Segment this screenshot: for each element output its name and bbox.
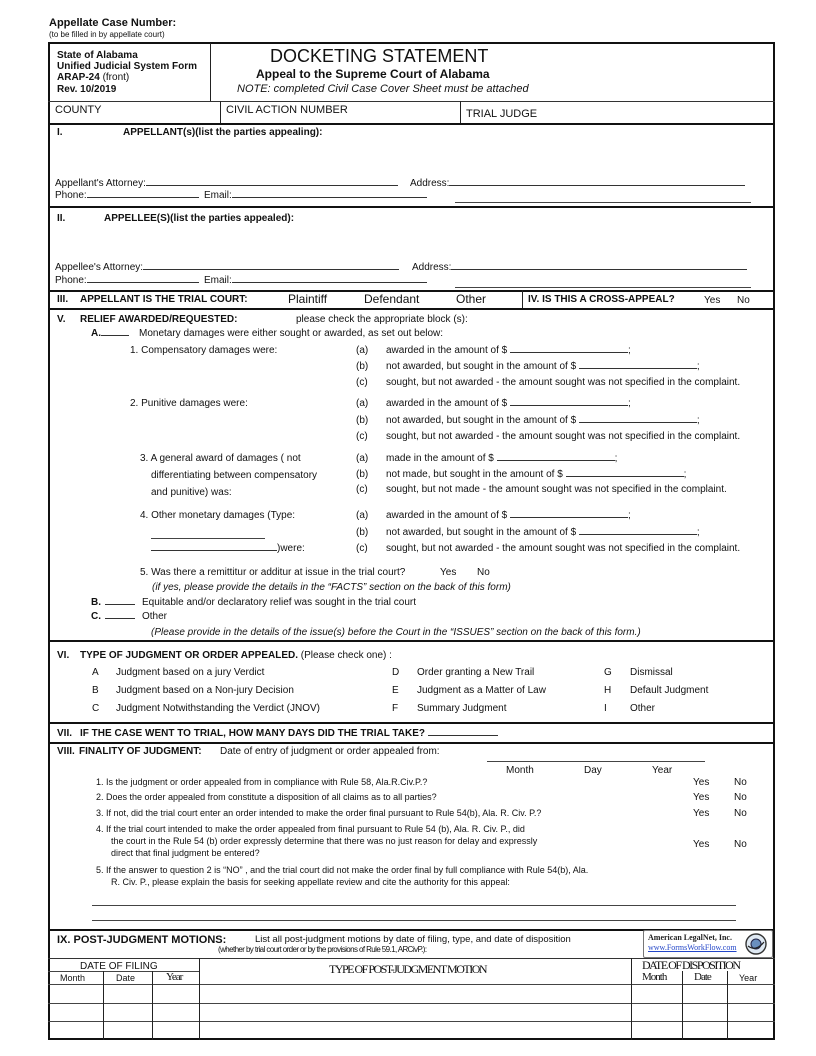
relief-instruction: please check the appropriate block (s): [296,314,468,325]
q2-no[interactable]: No [734,792,747,803]
post-judgment-sub: (whether by trial court order or by the provisions of Rule 59.1, ARCivP.): [218,945,427,954]
section-num: VI. [57,650,70,661]
finality-instruction: Date of entry of judgment or order appealed from: [220,746,440,757]
date-line [487,761,705,762]
q4-no[interactable]: No [734,839,747,850]
remittitur-no[interactable]: No [477,567,490,578]
table-col [103,971,104,1040]
other-not-specified: sought, but not awarded - the amount sought was not specified in the complaint. [386,543,741,554]
finality-q2: 2. Does the order appealed from constitute a disposition of all claims as to all parties? [96,792,437,802]
finality-q4-line2: the court in the Rule 54 (b) order expressly determine that there was no just reason for delay and expressly [111,836,538,846]
appellee-title: APPELLEE(S)(list the parties appealed): [104,213,295,224]
state-label: State of Alabama [57,50,138,61]
case-number-label: Appellate Case Number: [49,17,177,29]
explanation-line[interactable] [92,920,736,921]
general-label-1: 3. A general award of damages ( not [140,453,301,464]
remittitur-note: (if yes, please provide the details in the “FACTS” section on the back of this form) [152,582,511,593]
judgment-option-letter[interactable]: E [392,685,399,696]
table-line [48,1003,775,1004]
relief-c-label: C. [91,611,135,622]
defendant-option[interactable]: Defendant [364,292,420,306]
relief-c-text: Other [142,611,168,622]
page-title: DOCKETING STATEMENT [270,46,489,66]
page-subtitle: Appeal to the Supreme Court of Alabama [256,67,490,81]
case-number-note: (to be filled in by appellate court) [49,30,165,39]
comp-not-specified: sought, but not awarded - the amount sought was not specified in the complaint. [386,377,741,388]
judgment-option-letter[interactable]: F [392,703,399,714]
opt-b[interactable]: (b) [356,361,369,372]
attachment-note: NOTE: completed Civil Case Cover Sheet must be attached [237,83,529,95]
finality-q4-line3: direct that final judgment be entered? [111,848,260,858]
relief-b-text: Equitable and/or declaratory relief was sought in the trial court [142,597,417,608]
q4-yes[interactable]: Yes [693,839,710,850]
q3-yes[interactable]: Yes [693,808,710,819]
logo-url: www.FormsWorkFlow.com [648,943,737,952]
date-filing-header: DATE OF FILING [80,961,158,972]
remittitur-question: 5. Was there a remittitur or additur at issue in the trial court? [140,567,406,578]
judgment-option-text: Judgment based on a Non-jury Decision [116,685,294,696]
finality-q5-line1: 5. If the answer to question 2 is “NO” , and the trial court did not make the order final by full compliance with Rule 54(b), Ala. [96,865,589,875]
disposition-header: DATE OF DISPOSITION [642,958,740,972]
opt-a[interactable]: (a) [356,510,369,521]
q2-yes[interactable]: Yes [693,792,710,803]
post-judgment-instruction: List all post-judgment motions by date of filing, type, and date of disposition [255,934,571,945]
county-label: COUNTY [55,104,102,116]
opt-a[interactable]: (a) [356,398,369,409]
q1-no[interactable]: No [734,777,747,788]
other-damages-label: 4. Other monetary damages (Type: [140,510,296,521]
judgment-option-text: Order granting a New Trail [417,667,535,678]
filing-year: Year [166,971,183,983]
system-label: Unified Judicial System Form [57,61,198,72]
judgment-option-text: Judgment based on a jury Verdict [116,667,265,678]
section-num: I. [57,127,63,138]
table-line [48,1021,775,1022]
divider [48,640,775,642]
form-number: ARAP-24 (front) [57,72,130,83]
filing-date: Date [116,973,136,983]
finality-q4-line1: 4. If the trial court intended to make the order appealed from final pursuant to Rule 54 (b), Ala. R. Civ. P., did [96,824,525,834]
logo-name: American LegalNet, Inc. [648,933,732,942]
opt-c[interactable]: (c) [356,543,368,554]
other-option[interactable]: Other [456,292,487,306]
punitive-label: 2. Punitive damages were: [130,398,248,409]
cross-appeal-title: IV. IS THIS A CROSS-APPEAL? [528,294,675,305]
other-type-line [151,538,265,539]
section-num: II. [57,213,66,224]
compensatory-label: 1. Compensatory damages were: [130,345,278,356]
general-made: made in the amount of $ ; [386,453,618,464]
appellant-attorney: Appellant's Attorney: [55,178,398,189]
date-year: Year [652,765,673,776]
judgment-option-letter[interactable]: C [92,703,100,714]
divider [48,308,775,310]
other-not-awarded: not awarded, but sought in the amount of $ ; [386,527,700,538]
general-label-3: and punitive) was: [151,487,232,498]
general-not-specified: sought, but not made - the amount sought was not specified in the complaint. [386,484,727,495]
judgment-option-text: Judgment Notwithstanding the Verdict (JNOV) [116,703,320,714]
appellant-address: Address: [410,178,745,189]
explanation-line[interactable] [92,905,736,906]
divider [48,206,775,208]
table-line [48,984,775,985]
date-day: Day [584,765,602,776]
q3-no[interactable]: No [734,808,747,819]
post-judgment-title: IX. POST-JUDGMENT MOTIONS: [57,934,227,946]
appellant-title: APPELLANT(s)(list the parties appealing): [123,127,323,138]
divider [48,101,775,102]
table-col [631,958,632,1040]
judgment-option-text: Judgment as a Matter of Law [417,685,546,696]
trial-court-title: APPELLANT IS THE TRIAL COURT: [80,294,248,305]
punitive-awarded: awarded in the amount of $ ; [386,398,631,409]
judgment-option-letter[interactable]: G [604,667,612,678]
appellee-email: Email: [204,275,427,286]
punitive-not-awarded: not awarded, but sought in the amount of $ ; [386,415,700,426]
trial-judge-label: TRIAL JUDGE [466,108,538,120]
disposition-month: Month [642,971,667,983]
judgment-option-letter[interactable]: A [92,667,99,678]
disposition-year: Year [739,973,758,983]
civil-action-label: CIVIL ACTION NUMBER [226,104,348,116]
judgment-option-letter[interactable]: H [604,685,612,696]
judgment-option-letter[interactable]: D [392,667,400,678]
comp-awarded: awarded in the amount of $ ; [386,345,631,356]
divider [48,722,775,724]
table-col [727,971,728,1040]
address-line [455,202,751,203]
opt-b[interactable]: (b) [356,469,369,480]
address-line [455,287,751,288]
other-awarded: awarded in the amount of $ ; [386,510,631,521]
trial-days-title: IF THE CASE WENT TO TRIAL, HOW MANY DAYS DID THE TRIAL TAKE? [80,728,498,739]
opt-c[interactable]: (c) [356,377,368,388]
cross-appeal-no[interactable]: No [737,295,750,306]
finality-q3: 3. If not, did the trial court enter an order intended to make the order final pursuant to Rule 54(b), Ala. R. Civ. P.? [96,808,542,818]
opt-c[interactable]: (c) [356,484,368,495]
cell-divider [522,290,523,308]
opt-b[interactable]: (b) [356,415,369,426]
globe-icon [744,932,768,956]
relief-a-label: A. [91,328,129,339]
section-num: VII. [57,728,73,739]
section-num: V. [57,314,66,325]
judgment-option-letter[interactable]: I [604,703,607,714]
filing-month: Month [60,973,86,983]
appellant-phone: Phone: [55,190,199,201]
publisher-logo [643,930,773,958]
appellee-attorney: Appellee's Attorney: [55,262,399,273]
revision: Rev. 10/2019 [57,84,117,95]
punitive-not-specified: sought, but not awarded - the amount sought was not specified in the complaint. [386,431,741,442]
date-month: Month [506,765,534,776]
finality-title: FINALITY OF JUDGMENT: [79,746,202,757]
judgment-option-letter[interactable]: B [92,685,99,696]
cross-appeal-yes[interactable]: Yes [704,295,721,306]
cell-divider [220,101,221,123]
judgment-option-text: Default Judgment [630,685,709,696]
other-damages-were: )were: [151,543,305,554]
table-col [152,971,153,1040]
finality-q1: 1. Is the judgment or order appealed from in compliance with Rule 58, Ala.R.Civ.P.? [96,777,428,787]
judgment-option-text: Dismissal [630,667,673,678]
appellee-address: Address: [412,262,747,273]
section-num: VIII. [57,746,75,757]
judgment-option-text: Summary Judgment [417,703,507,714]
opt-b[interactable]: (b) [356,527,369,538]
opt-a[interactable]: (a) [356,453,369,464]
judgment-option-text: Other [630,703,656,714]
relief-title: RELIEF AWARDED/REQUESTED: [80,314,238,325]
motion-type-header: TYPE OF POST-JUDGMENT MOTION [329,962,487,976]
section-num: III. [57,294,69,305]
appellant-email: Email: [204,190,427,201]
opt-a[interactable]: (a) [356,345,369,356]
table-col [199,958,200,1040]
table-col [682,971,683,1040]
divider [48,742,775,744]
opt-c[interactable]: (c) [356,431,368,442]
cell-divider [460,101,461,123]
disposition-date: Date [694,971,711,983]
table-line [48,971,200,972]
judgment-type-title: TYPE OF JUDGMENT OR ORDER APPEALED. (Please check one) : [80,650,392,661]
comp-not-awarded: not awarded, but sought in the amount of $ ; [386,361,700,372]
q1-yes[interactable]: Yes [693,777,710,788]
finality-q5-line2: R. Civ. P., please explain the basis for seeking appellate review and cite the authority for this appeal: [111,877,510,887]
general-label-2: differentiating between compensatory [151,470,318,481]
remittitur-yes[interactable]: Yes [440,567,457,578]
plaintiff-option[interactable]: Plaintiff [288,292,328,306]
general-not-made: not made, but sought in the amount of $ ; [386,469,687,480]
appellee-phone: Phone: [55,275,199,286]
header-divider [210,43,211,101]
divider [48,123,775,125]
relief-b-label: B. [91,597,135,608]
relief-c-note: (Please provide in the details of the issue(s) before the Court in the “ISSUES” section on the back of this form.) [151,627,641,638]
relief-a-text: Monetary damages were either sought or awarded, as set out below: [139,328,444,339]
